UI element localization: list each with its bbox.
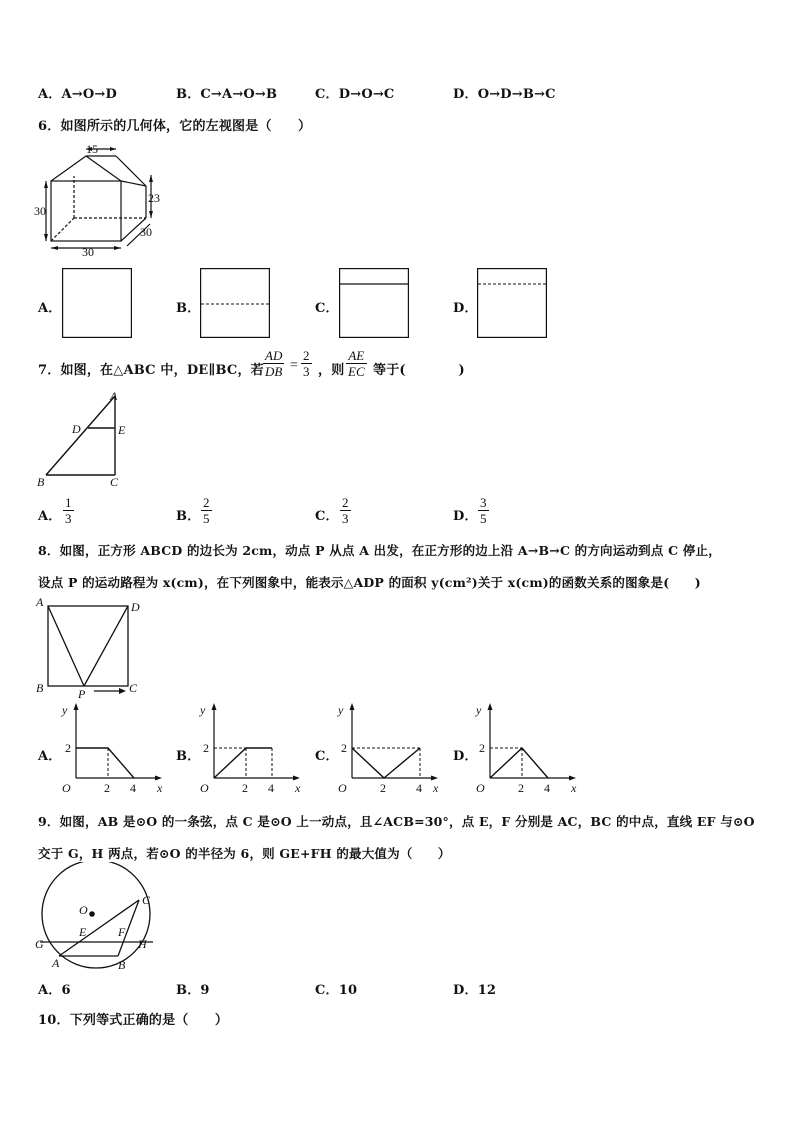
q6-option-b-letter: B． — [176, 301, 201, 316]
q7-option-a-letter: A． — [38, 509, 62, 524]
q7-option-d-letter: D． — [453, 509, 478, 524]
q9-stem-line2: 交于 G，H 两点，若⊙O 的半径为 6，则 GE+FH 的最大值为（ ） — [38, 846, 451, 861]
svg-text:2: 2 — [341, 741, 347, 755]
q7-stem-b: ，则 — [318, 363, 345, 378]
q6-option-a-letter: A． — [38, 301, 62, 316]
svg-text:2: 2 — [242, 781, 248, 795]
q10-stem: 10．下列等式正确的是（ ） — [38, 1013, 229, 1028]
svg-text:2: 2 — [479, 741, 485, 755]
q8-graph-c — [334, 700, 446, 798]
q8-option-b-letter: B． — [176, 749, 201, 764]
svg-text:O: O — [62, 781, 71, 795]
svg-text:4: 4 — [544, 781, 550, 795]
q9-stem-line1: 9．如图，AB 是⊙O 的一条弦，点 C 是⊙O 上一动点，且∠ACB=30°，点 E，F 分别是 AC，BC 的中点，直线 EF 与⊙O — [38, 814, 755, 829]
q9-label-o: O — [79, 903, 88, 917]
svg-text:O: O — [338, 781, 347, 795]
q8-label-b: B — [36, 681, 44, 695]
q9-label-g: G — [35, 937, 44, 951]
q6-option-d-letter: D． — [453, 301, 478, 316]
q7-label-d: D — [72, 422, 81, 436]
q8-graph-a — [58, 700, 170, 798]
q8-stem-line2: 设点 P 的运动路程为 x(cm)，在下列图象中，能表示△ADP 的面积 y(cm²)关于 x(cm)的函数关系的图象是( ) — [38, 575, 701, 590]
q6-dim-top: 15 — [86, 142, 98, 156]
q6-option-c-letter: C． — [315, 301, 339, 316]
q9-option-a: A．6 — [38, 983, 71, 998]
q6-dim-right: 23 — [148, 191, 160, 205]
svg-text:y: y — [338, 703, 344, 717]
q6-dim-left: 30 — [34, 204, 46, 218]
q8-graph-b — [196, 700, 308, 798]
svg-text:y: y — [476, 703, 482, 717]
svg-text:4: 4 — [268, 781, 274, 795]
q6-option-b-view — [200, 268, 270, 338]
q7-option-c-value: $\frac{2}{3}$ — [342, 495, 349, 526]
svg-text:x: x — [157, 781, 163, 795]
q7-option-a-value: $\frac{1}{3}$ — [65, 495, 72, 526]
q9-option-c: C．10 — [315, 983, 358, 998]
svg-text:x: x — [571, 781, 577, 795]
q7-frac-ae-ec: $\frac{AE}{EC}$ — [348, 348, 365, 379]
q8-square-figure — [34, 594, 146, 700]
q9-label-b: B — [118, 958, 126, 972]
q6-option-c-view — [339, 268, 409, 338]
q9-label-f: F — [118, 925, 126, 939]
q8-label-a: A — [36, 595, 44, 609]
q6-dim-bottom: 30 — [82, 245, 94, 258]
q8-option-c-letter: C． — [315, 749, 339, 764]
q9-label-c: C — [142, 893, 151, 907]
svg-text:2: 2 — [380, 781, 386, 795]
svg-text:2: 2 — [203, 741, 209, 755]
q6-option-d-view — [477, 268, 547, 338]
q9-option-b: B．9 — [176, 983, 210, 998]
q7-frac-two-thirds: $\frac{2}{3}$ — [303, 348, 310, 379]
svg-text:2: 2 — [518, 781, 524, 795]
q7-equals: = — [290, 358, 298, 373]
svg-text:y: y — [200, 703, 206, 717]
q5-option-d: D．O→D→B→C — [453, 87, 556, 102]
q7-option-d-value: $\frac{3}{5}$ — [480, 495, 487, 526]
q9-option-d: D．12 — [453, 983, 497, 998]
q7-label-b: B — [37, 475, 45, 489]
q8-option-d-letter: D． — [453, 749, 478, 764]
q6-stem: 6．如图所示的几何体，它的左视图是（ ） — [38, 119, 312, 134]
svg-text:2: 2 — [65, 741, 71, 755]
q8-graph-d — [472, 700, 584, 798]
q8-label-p: P — [78, 687, 86, 700]
q5-option-a: A．A→O→D — [38, 87, 117, 102]
svg-text:O: O — [200, 781, 209, 795]
q6-solid-figure — [34, 138, 169, 258]
svg-text:x: x — [433, 781, 439, 795]
svg-text:x: x — [295, 781, 301, 795]
q9-label-h: H — [138, 937, 147, 951]
q8-label-c: C — [129, 681, 138, 695]
q7-stem-c: 等于( ) — [373, 363, 465, 378]
q7-option-c-letter: C． — [315, 509, 339, 524]
q9-label-a: A — [52, 956, 60, 970]
q6-dim-depth: 30 — [140, 225, 152, 239]
svg-text:4: 4 — [416, 781, 422, 795]
q6-option-a-view — [62, 268, 132, 338]
q8-option-a-letter: A． — [38, 749, 62, 764]
q5-option-c: C．D→O→C — [315, 87, 395, 102]
q7-label-e: E — [118, 423, 126, 437]
q7-option-b-letter: B． — [176, 509, 201, 524]
q7-label-a: A — [110, 389, 118, 403]
q9-label-e: E — [79, 925, 87, 939]
svg-text:2: 2 — [104, 781, 110, 795]
q8-stem-line1: 8．如图，正方形 ABCD 的边长为 2cm，动点 P 从点 A 出发，在正方形的边上沿 A→B→C 的方向运动到点 C 停止， — [38, 543, 721, 558]
q8-label-d: D — [131, 600, 140, 614]
q5-option-b: B．C→A→O→B — [176, 87, 278, 102]
q7-stem-a: 7．如图，在△ABC 中，DE∥BC，若 — [38, 363, 264, 378]
q7-label-c: C — [110, 475, 119, 489]
q7-triangle-figure — [34, 388, 134, 490]
svg-text:O: O — [476, 781, 485, 795]
q7-option-b-value: $\frac{2}{5}$ — [203, 495, 210, 526]
q7-frac-ad-db: $\frac{AD}{DB}$ — [265, 348, 283, 379]
svg-text:4: 4 — [130, 781, 136, 795]
svg-text:y: y — [62, 703, 68, 717]
q9-circle-figure — [34, 862, 159, 972]
